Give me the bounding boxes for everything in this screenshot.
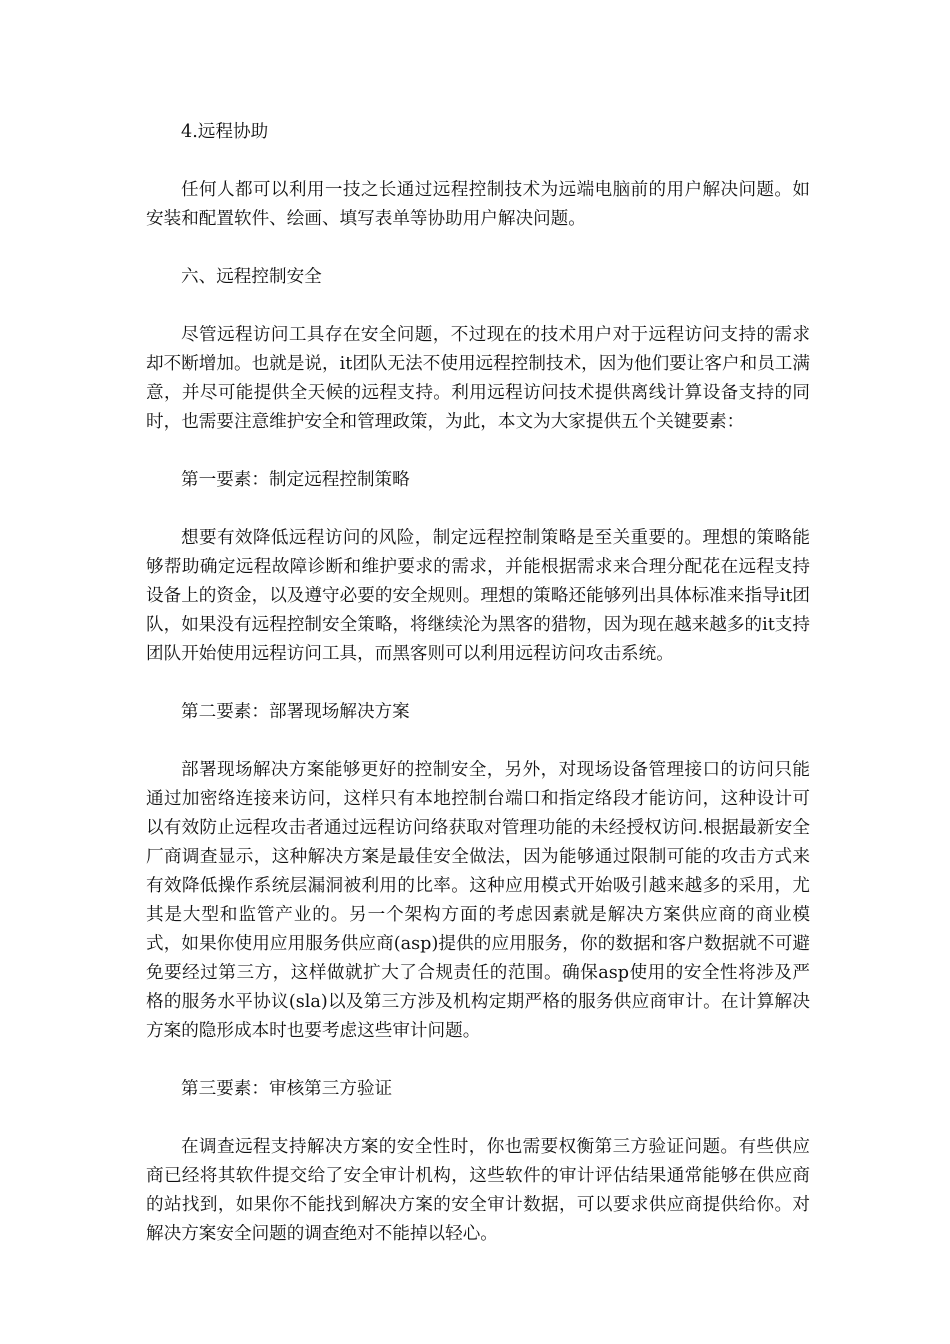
spacer [146,669,810,698]
spacer [146,1046,810,1075]
spacer [146,147,810,176]
spacer [146,495,810,524]
section-heading-element-2: 第二要素：部署现场解决方案 [181,702,410,722]
section-heading-element-3: 第三要素：审核第三方验证 [181,1079,393,1099]
paragraph-element-3: 在调查远程支持解决方案的安全性时，你也需要权衡第三方验证问题。有些供应商已经将其软件提交给了安全审计机构，这些软件的审计评估结果通常能够在供应商的站找到，如果你不能找到解决方案的安全审计数据，可以要求供应商提供给你。对解决方案安全问题的调查绝对不能掉以轻心。 [146,1137,810,1244]
spacer [146,292,810,321]
section-heading-element-1: 第一要素：制定远程控制策略 [181,470,410,490]
paragraph-element-1: 想要有效降低远程访问的风险，制定远程控制策略是至关重要的。理想的策略能够帮助确定远程故障诊断和维护要求的需求，并能根据需求来合理分配花在远程支持设备上的资金，以及遵守必要的安全规则。理想的策略还能够列出具体标准来指导it团队，如果没有远程控制安全策略，将继续沦为黑客的猎物，因为现在越来越多的it支持团队开始使用远程访问工具，而黑客则可以利用远程访问攻击系统。 [146,528,810,664]
spacer [146,727,810,756]
spacer [146,437,810,466]
spacer [146,234,810,263]
section-heading-remote-security: 六、远程控制安全 [181,267,322,287]
document-page [146,118,810,1249]
spacer [146,1104,810,1133]
paragraph-remote-assist: 任何人都可以利用一技之长通过远程控制技术为远端电脑前的用户解决问题。如安装和配置软件、绘画、填写表单等协助用户解决问题。 [146,180,810,229]
section-heading-remote-assist: 4.远程协助 [181,122,269,142]
paragraph-element-2: 部署现场解决方案能够更好的控制安全，另外，对现场设备管理接口的访问只能通过加密络连接来访问，这样只有本地控制台端口和指定络段才能访问，这种设计可以有效防止远程攻击者通过远程访问络获取对管理功能的未经授权访问.根据最新安全厂商调查显示，这种解决方案是最佳安全做法，因为能够通过限制可能的攻击方式来有效降低操作系统层漏洞被利用的比率。这种应用模式开始吸引越来越多的采用，尤其是大型和监管产业的。另一个架构方面的考虑因素就是解决方案供应商的商业模式，如果你使用应用服务供应商(asp)提供的应用服务，你的数据和客户数据就不可避免要经过第三方，这样做就扩大了合规责任的范围。确保asp使用的安全性将涉及严格的服务水平协议(sla)以及第三方涉及机构定期严格的服务供应商审计。在计算解决方案的隐形成本时也要考虑这些审计问题。 [146,760,810,1041]
paragraph-remote-security: 尽管远程访问工具存在安全问题，不过现在的技术用户对于远程访问支持的需求却不断增加。也就是说，it团队无法不使用远程控制技术，因为他们要让客户和员工满意，并尽可能提供全天候的远程支持。利用远程访问技术提供离线计算设备支持的同时，也需要注意维护安全和管理政策，为此，本文为大家提供五个关键要素： [146,325,810,432]
